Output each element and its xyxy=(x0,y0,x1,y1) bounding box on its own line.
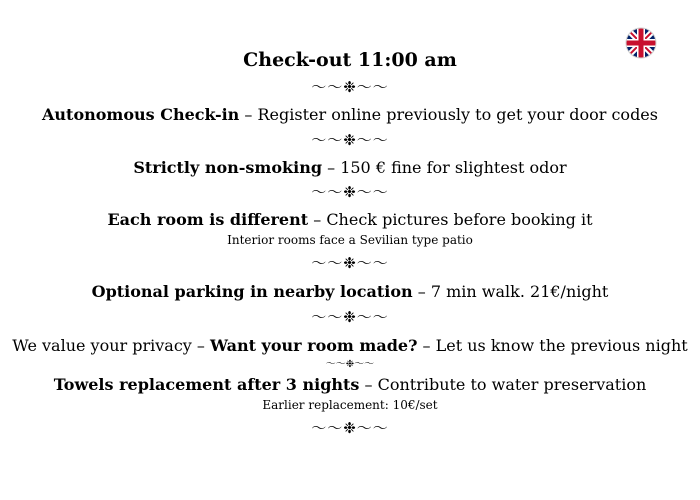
rule-title: Each room is different xyxy=(107,210,309,229)
privacy-rule xyxy=(0,338,700,354)
towels-note: Earlier replacement: 10€/set xyxy=(262,398,438,412)
rule-title: Optional parking in nearby location xyxy=(91,282,413,301)
rule-lead: We value your privacy – xyxy=(12,336,211,355)
ornament-divider-small: 〜〜❉〜〜 xyxy=(325,359,375,370)
rule-detail: – Check pictures before booking it xyxy=(308,210,593,229)
rule-detail: – Contribute to water preservation xyxy=(359,375,647,394)
ornament-divider: 〜〜❉〜〜 xyxy=(311,131,389,149)
towels-rule xyxy=(0,377,700,393)
checkout-time-heading: Check-out 11:00 am xyxy=(243,49,457,71)
ornament-divider: 〜〜❉〜〜 xyxy=(311,419,389,437)
rule-detail: – Register online previously to get your door codes xyxy=(239,105,658,124)
rule-title: Towels replacement after 3 nights xyxy=(53,375,360,394)
room-rule xyxy=(0,212,700,228)
rule-detail: – Let us know the previous night xyxy=(417,336,688,355)
ornament-divider: 〜〜❉〜〜 xyxy=(311,78,389,96)
room-note: Interior rooms face a Sevilian type patio xyxy=(227,233,473,247)
rule-title: Want your room made? xyxy=(210,336,418,355)
rule-title: Strictly non-smoking xyxy=(133,158,323,177)
rule-detail: – 150 € fine for slightest odor xyxy=(322,158,567,177)
ornament-divider: 〜〜❉〜〜 xyxy=(311,308,389,326)
ornament-divider: 〜〜❉〜〜 xyxy=(311,183,389,201)
ornament-divider: 〜〜❉〜〜 xyxy=(311,254,389,272)
smoking-rule xyxy=(0,160,700,176)
parking-rule xyxy=(0,284,700,300)
rule-detail: – 7 min walk. 21€/night xyxy=(412,282,609,301)
check-in-rule xyxy=(0,107,700,123)
rule-title: Autonomous Check-in xyxy=(42,105,240,124)
